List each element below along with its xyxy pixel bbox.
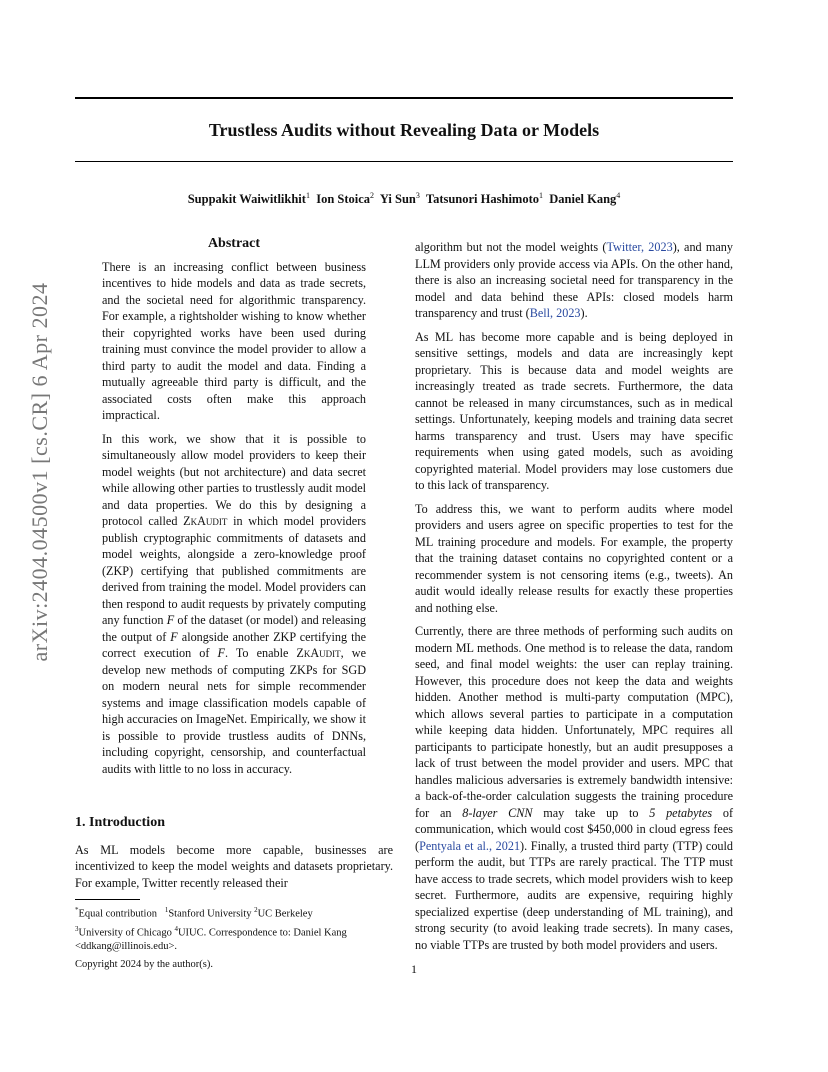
author-affiliation: 3 bbox=[415, 191, 420, 200]
author-affiliation: 2 bbox=[370, 191, 375, 200]
body-paragraph: To address this, we want to perform audits where model providers and users agree on specific properties to test for the ML training procedure and models. For example, the property that the training dataset contains no copyrighted content or a recommender system is not censoring items (e.g., tweets). An audit would ideally release results for exactly these properties and nothing else. bbox=[415, 501, 733, 615]
system-name: ZkAudit bbox=[296, 646, 341, 660]
footnote-rule bbox=[75, 899, 140, 900]
arxiv-stamp bbox=[20, 282, 60, 662]
citation-link[interactable]: Twitter, 2023 bbox=[606, 240, 673, 254]
arxiv-id: arXiv:2404.04500v1 [cs.CR] 6 Apr 2024 bbox=[27, 282, 52, 662]
title-bottom-rule bbox=[75, 161, 733, 162]
paper-title: Trustless Audits without Revealing Data or Models bbox=[208, 120, 600, 140]
author-name: Ion Stoica bbox=[316, 192, 371, 207]
abstract-heading: Abstract bbox=[207, 236, 261, 251]
footnote: *Equal contribution $^1$Stanford University $^2$UC Berkeley $^3$University of Chicago $^4$UIUC. Correspondence to: Daniel Kang <ddkang@illinois.edu>. bbox=[75, 906, 347, 952]
intro-paragraph: As ML models become more capable, businesses are incentivized to keep the model weights and datasets proprietary. For example, Twitter recently released their bbox=[75, 842, 393, 890]
body-paragraph: algorithm but not the model weights (Twitter, 2023), and many LLM providers only provide access via APIs. On the other hand, there is also an increasing societal need for transparency in the model and data behind these APIs: closed models harm transparency and trust (Bell, 2023). bbox=[415, 240, 733, 320]
body-paragraph: As ML has become more capable and is being deployed in sensitive settings, models and data are increasingly kept proprietary. This is because data and model weights are increasingly treated as trade secrets. Furthermore, the data cannot be released in many circumstances, such as in medical settings. Unfortunately, keeping models and training data secret harms transparency and trust. Users may have specific requirements when using gated models, such as avoiding copyrighted material. Model providers may lose customers due to this lack of transparency. bbox=[415, 329, 733, 492]
abstract-paragraph: There is an increasing conflict between business incentives to hide models and data as trade secrets, and the societal need for algorithmic transparency. For example, a rightsholder wishing to know whether their copyrighted works have been used during training must convince the model provider to allow a third party to audit the model and data. Finding a mutually agreeable third party is difficult, and the associated costs often make this approach impractical. bbox=[102, 259, 366, 422]
abstract-section bbox=[102, 236, 366, 784]
author-name: Yi Sun bbox=[379, 192, 416, 207]
body-paragraph: Currently, there are three methods of performing such audits on modern ML methods. One method is to release the data, random seed, and final model weights: the user can replay training. However, this procedure does not keep the data and weights hidden. Another method is multi-party computation (MPC), which allows several parties to participate in a computation while keeping data hidden. Unfortunately, MPC requires all participants to participate honestly, but an audit presupposes a lack of trust between the model provider and users. MPC that handles malicious adversaries is extremely bandwidth intensive: a back-of-the-order calculation suggests the training procedure for an 8-layer CNN may take up to 5 petabytes of communication, which would cost $450,000 in cloud egress fees (Pentyala et al., 2021). Finally, a trusted third party (TTP) could perform the audit, but TTPs are rarely practical. The TTP must have access to trade secrets, which model providers wish to keep secret. Furthermore, audits are expensive, requiring highly specialized expertise (deep understanding of ML training), and strong security (to avoid leaking trade secrets). In many cases, no viable TTPs are trusted by both model providers and users. bbox=[415, 624, 734, 952]
author-affiliation: 4 bbox=[616, 191, 621, 200]
author-affiliation: 1 bbox=[539, 191, 543, 200]
author-name: Suppakit Waiwitlikhit bbox=[187, 192, 306, 207]
citation-link[interactable]: Pentyala et al., 2021 bbox=[419, 838, 521, 853]
math-symbol: F bbox=[170, 629, 178, 644]
abstract-paragraph: In this work, we show that it is possible to simultaneously allow model providers to keep their model weights (but not architecture) and data secret while allowing other parties to trustlessly audit model and data properties. We do this by designing a protocol called ZkAudit in which model providers publish cryptographic commitments of datasets and model weights, alongside a zero-knowledge proof (ZKP) certifying that published commitments are derived from training the model. Model providers can then respond to audit requests by privately computing any function F of the dataset (or model) and releasing the output of F alongside another ZKP certifying the correct execution of F. To enable ZkAudit, we develop new methods of computing ZKPs for SGD on modern neural nets for simple recommender systems and image classification models capable of high accuracies on ImageNet. Empirically, we show it is possible to provide trustless audits of DNNs, including copyright, censorship, and counterfactual audits with little to no loss in accuracy. bbox=[102, 431, 366, 776]
citation-link[interactable]: Bell, 2023 bbox=[529, 306, 581, 320]
introduction-section bbox=[75, 815, 393, 891]
math-symbol: F bbox=[166, 613, 175, 627]
page-number: 1 bbox=[411, 962, 417, 976]
system-name: ZkAudit bbox=[183, 514, 228, 528]
right-column bbox=[415, 239, 733, 960]
math-symbol: F bbox=[217, 646, 225, 660]
copyright-notice: Copyright 2024 by the author(s). bbox=[75, 959, 213, 970]
author-name: Daniel Kang bbox=[549, 192, 617, 207]
author-affiliation: 1 bbox=[305, 191, 310, 200]
title-top-rule bbox=[75, 97, 733, 99]
section-heading: 1. Introduction bbox=[75, 815, 165, 830]
author-list bbox=[75, 191, 733, 207]
author-name: Tatsunori Hashimoto bbox=[425, 192, 539, 207]
